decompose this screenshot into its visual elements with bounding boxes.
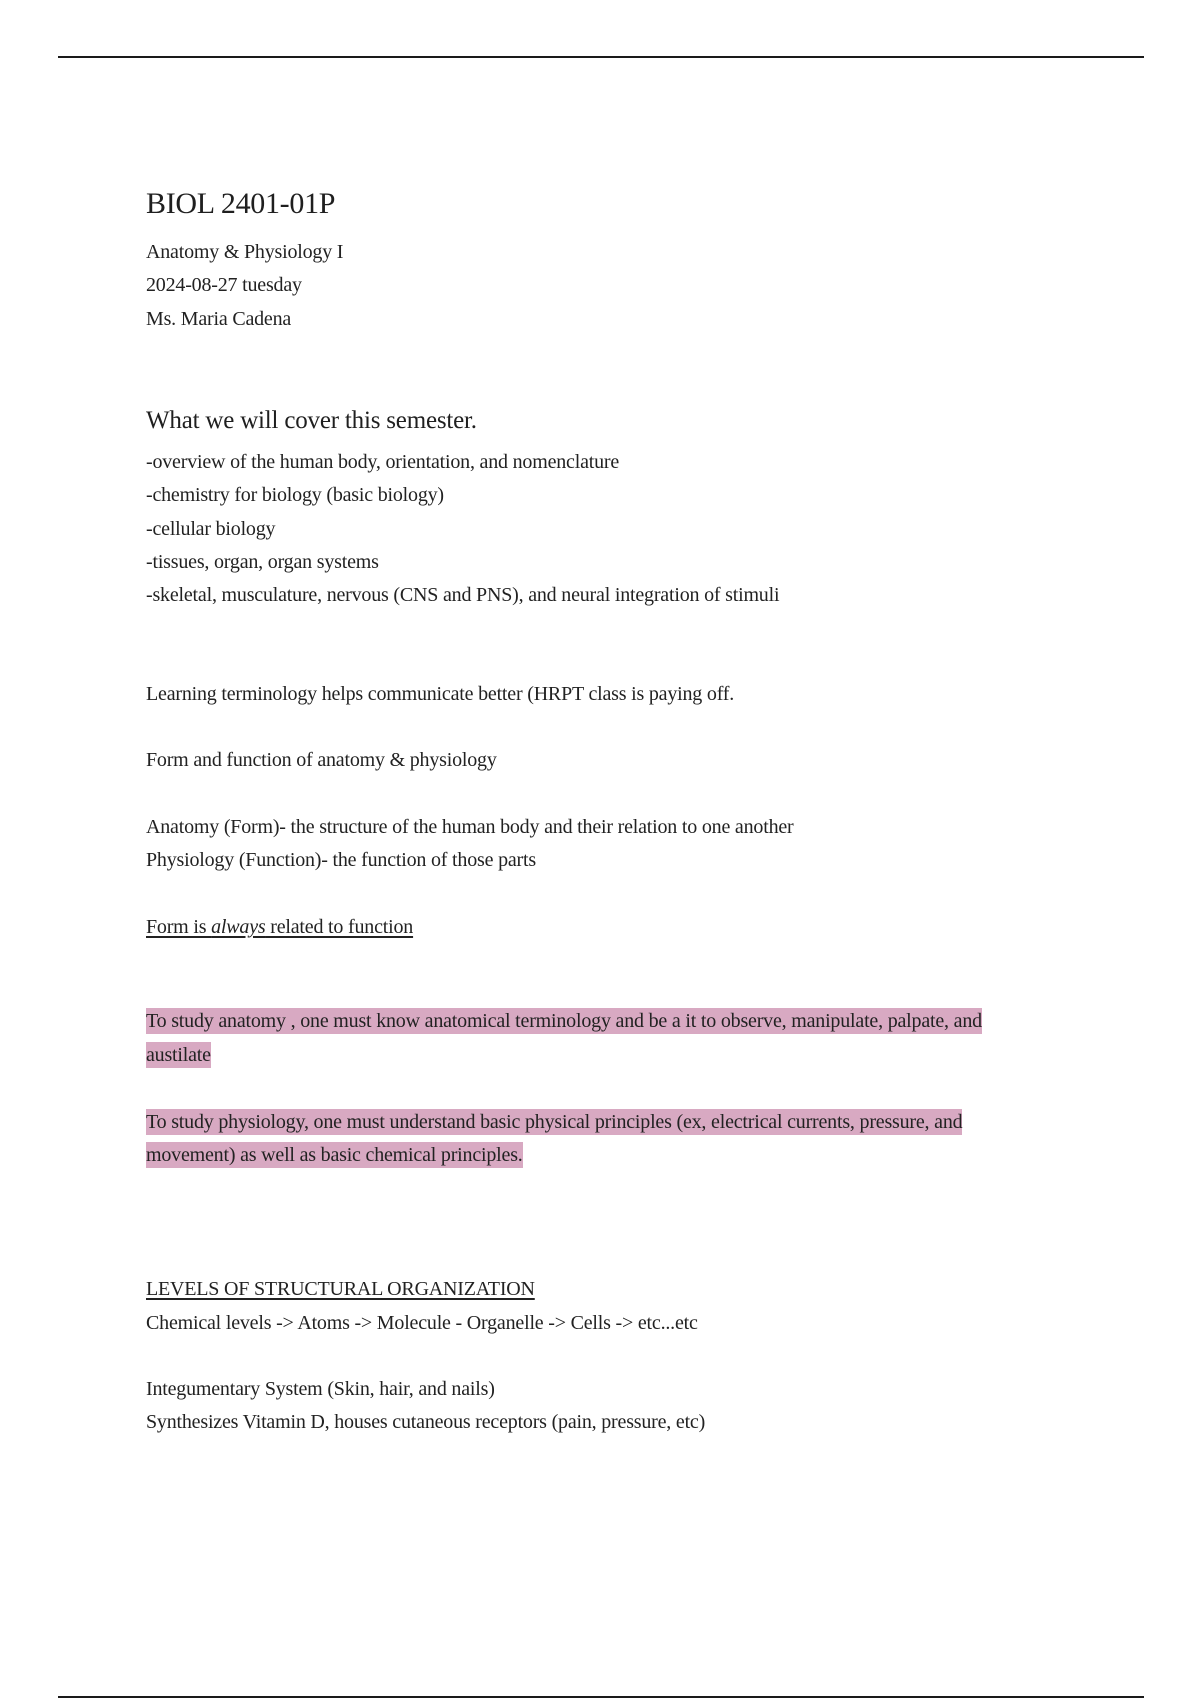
chemical-levels: Chemical levels -> Atoms -> Molecule - Organelle -> Cells -> etc...etc <box>146 1312 698 1334</box>
top-rule <box>58 56 1144 58</box>
highlight-anatomy-line-2 <box>146 1040 211 1070</box>
instructor-name: Ms. Maria Cadena <box>146 308 292 330</box>
semester-item: -skeletal, musculature, nervous (CNS and PNS), and neural integration of stimuli <box>146 584 780 606</box>
highlighted-text: To study anatomy , one must know anatomical terminology and be a it to observe, manipulate, palpate, and <box>146 1010 982 1032</box>
class-date: 2024-08-27 tuesday <box>146 274 302 296</box>
form-function-note: Form and function of anatomy & physiology <box>146 749 497 771</box>
semester-item: -tissues, organ, organ systems <box>146 551 379 573</box>
semester-heading: What we will cover this semester. <box>146 407 477 434</box>
highlighted-text: To study physiology, one must understand basic physical principles (ex, electrical currents, pressure, and <box>146 1111 963 1133</box>
form-always-text-2: related to function <box>265 916 414 938</box>
form-always-emphasis: always <box>211 916 266 938</box>
form-always-note <box>146 912 413 942</box>
semester-item: -overview of the human body, orientation, and nomenclature <box>146 451 620 473</box>
semester-item: -chemistry for biology (basic biology) <box>146 484 444 506</box>
highlight-physiology-line-2 <box>146 1140 523 1170</box>
anatomy-definition: Anatomy (Form)- the structure of the human body and their relation to one another <box>146 816 794 838</box>
course-name: Anatomy & Physiology I <box>146 241 344 263</box>
highlight-anatomy-line-1 <box>146 1006 982 1036</box>
highlighted-text: austilate <box>146 1044 211 1066</box>
semester-item: -cellular biology <box>146 518 276 540</box>
integumentary-description: Synthesizes Vitamin D, houses cutaneous receptors (pain, pressure, etc) <box>146 1411 706 1433</box>
terminology-note: Learning terminology helps communicate better (HRPT class is paying off. <box>146 683 735 705</box>
levels-heading: LEVELS OF STRUCTURAL ORGANIZATION <box>146 1278 535 1300</box>
bottom-rule <box>58 1696 1144 1698</box>
form-always-text-1: Form is <box>146 916 212 938</box>
highlight-physiology-line-1 <box>146 1107 962 1137</box>
physiology-definition: Physiology (Function)- the function of those parts <box>146 849 536 871</box>
integumentary-title: Integumentary System (Skin, hair, and nails) <box>146 1378 495 1400</box>
course-code: BIOL 2401-01P <box>146 187 336 220</box>
highlighted-text: movement) as well as basic chemical principles. <box>146 1144 523 1166</box>
